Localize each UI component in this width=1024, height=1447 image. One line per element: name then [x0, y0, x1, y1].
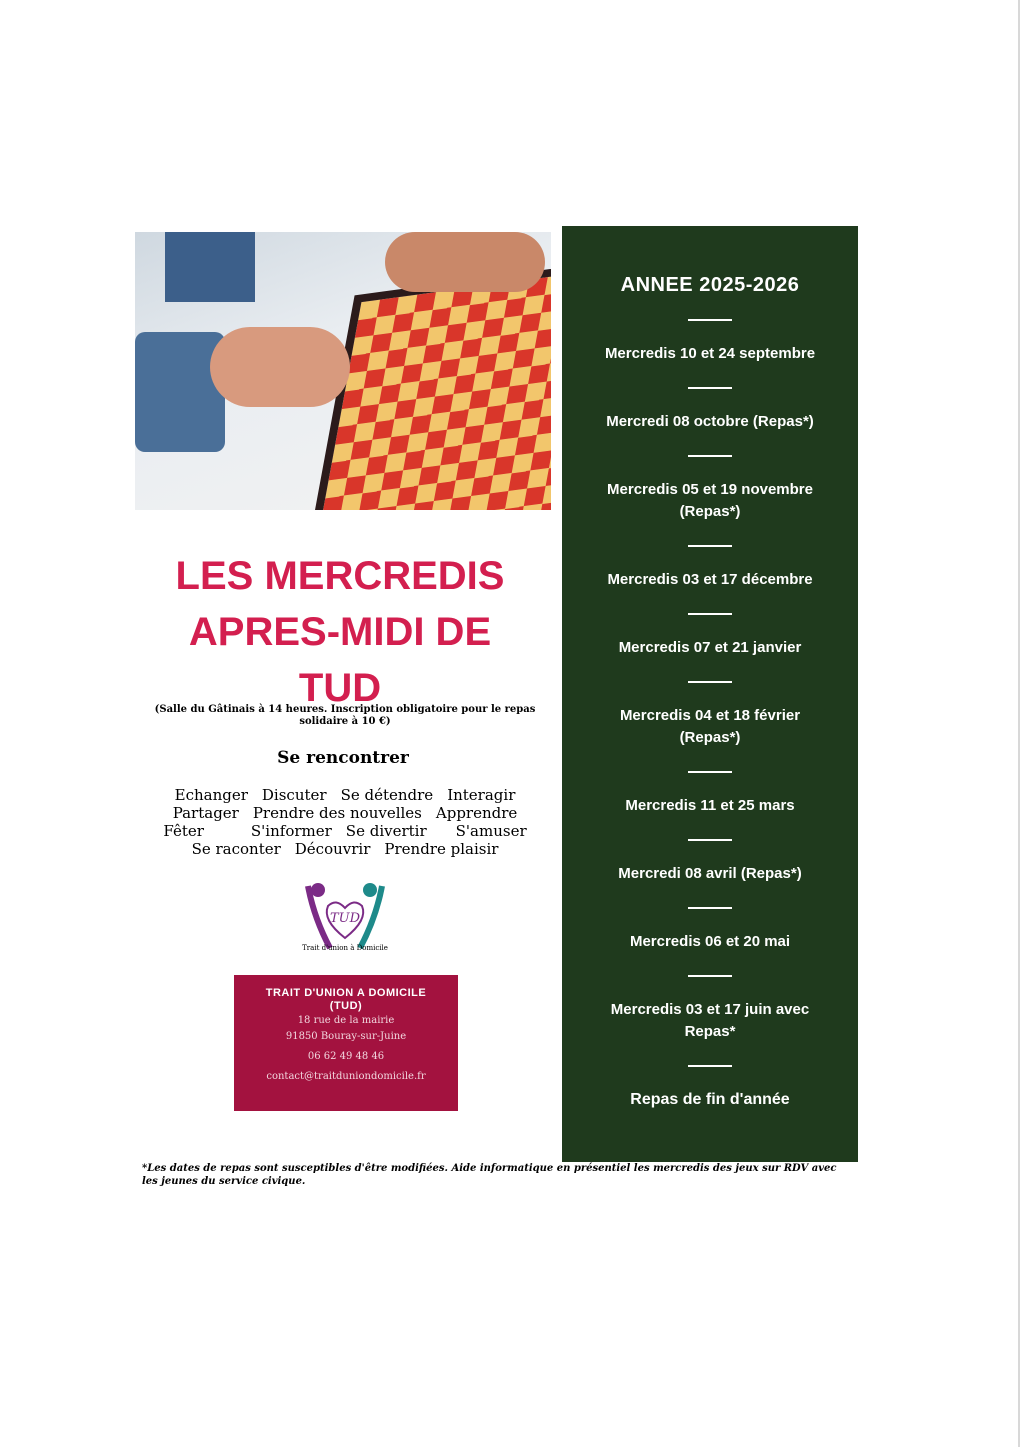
divider	[688, 319, 732, 321]
divider	[688, 387, 732, 389]
divider	[688, 681, 732, 683]
activity-word: Se raconter	[191, 840, 281, 858]
schedule-date: Repas de fin d'année	[630, 1091, 790, 1108]
activity-word: Prendre des nouvelles	[252, 804, 422, 822]
schedule-year: ANNEE 2025-2026	[620, 274, 800, 296]
schedule-date: Mercredis 11 et 25 mars	[625, 797, 795, 814]
hand	[385, 232, 545, 292]
contact-box	[234, 975, 458, 1111]
title-line: APRES-MIDI DE	[188, 610, 492, 654]
divider	[688, 613, 732, 615]
schedule-date: Mercredis 07 et 21 janvier	[618, 639, 802, 656]
contact-email[interactable]: contact@traitduniondomicile.fr	[266, 1071, 426, 1082]
activity-word: Partager	[172, 804, 239, 822]
contact-city: 91850 Bouray-sur-Juine	[285, 1031, 407, 1042]
activity-word: S'informer	[250, 822, 332, 840]
schedule-date: Mercredis 10 et 24 septembre	[604, 345, 816, 362]
venue-info: (Salle du Gâtinais à 14 heures. Inscription obligatoire pour le repas solidaire à 10 €)	[154, 704, 536, 727]
activity-word: Apprendre	[435, 804, 518, 822]
org-abbr: (TUD)	[329, 1000, 363, 1012]
divider	[688, 771, 732, 773]
activity-words	[150, 786, 540, 858]
activity-word: Echanger	[174, 786, 248, 804]
schedule-date: Mercredis 03 et 17 juin avec Repas*	[610, 1001, 810, 1040]
divider	[688, 839, 732, 841]
svg-text:TUD: TUD	[329, 911, 361, 926]
contact-street: 18 rue de la mairie	[297, 1015, 395, 1026]
activity-word: S'amuser	[455, 822, 527, 840]
section-heading: Se rencontrer	[277, 748, 409, 768]
activity-word: Fêter	[163, 822, 204, 840]
schedule-date: Mercredis 05 et 19 novembre (Repas*)	[607, 481, 813, 520]
activity-word: Se divertir	[345, 822, 427, 840]
activity-word: Découvrir	[294, 840, 371, 858]
footnote: *Les dates de repas sont susceptibles d'être modifiées. Aide informatique en présentiel les mercredis des jeux sur RDV avec les jeunes du service civique.	[142, 1163, 837, 1187]
title-line: LES MERCREDIS	[175, 554, 505, 598]
schedule-date: Mercredis 06 et 20 mai	[629, 933, 791, 950]
divider	[688, 907, 732, 909]
org-name: TRAIT D'UNION A DOMICILE	[265, 987, 427, 999]
activity-word: Se détendre	[340, 786, 434, 804]
divider	[688, 545, 732, 547]
chess-photo	[135, 232, 551, 510]
contact-phone: 06 62 49 48 46	[307, 1051, 385, 1062]
scan-edge	[1018, 0, 1020, 1447]
activity-word: Discuter	[261, 786, 327, 804]
sleeve	[165, 232, 255, 302]
schedule-date: Mercredis 03 et 17 décembre	[607, 571, 813, 588]
sleeve	[135, 332, 225, 452]
hand	[210, 327, 350, 407]
divider	[688, 455, 732, 457]
schedule-date: Mercredi 08 avril (Repas*)	[618, 865, 802, 882]
logo-caption: Trait d'union à Domicile	[302, 944, 388, 952]
activity-word: Interagir	[447, 786, 516, 804]
title-line: TUD	[298, 666, 382, 710]
activity-word: Prendre plaisir	[384, 840, 499, 858]
divider	[688, 975, 732, 977]
contact-org	[234, 987, 458, 1013]
schedule-panel	[562, 226, 858, 1162]
divider	[688, 1065, 732, 1067]
flyer-title	[135, 548, 545, 716]
schedule-date: Mercredi 08 octobre (Repas*)	[606, 413, 814, 430]
schedule-date: Mercredis 04 et 18 février (Repas*)	[619, 707, 801, 746]
